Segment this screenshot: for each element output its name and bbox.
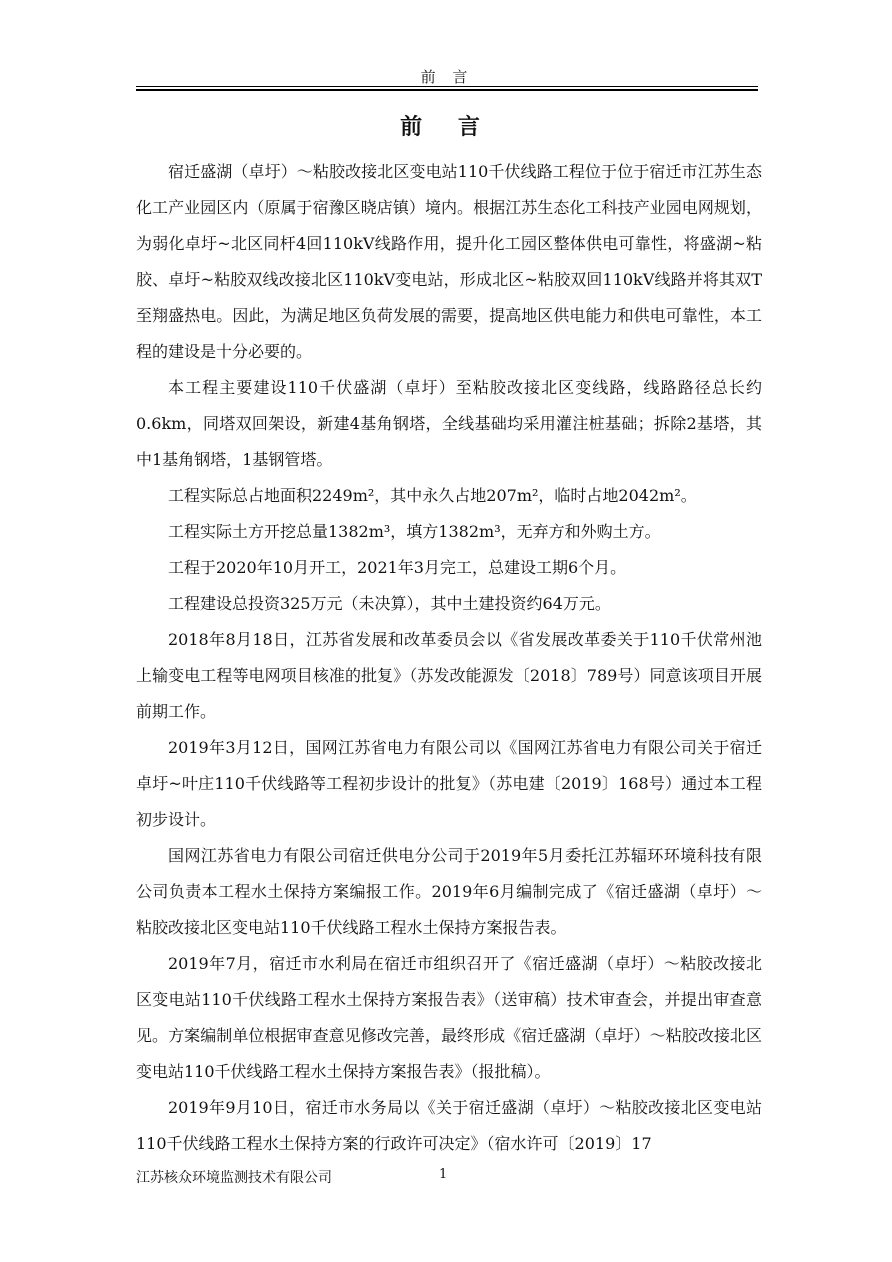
running-header: 前 言 (420, 68, 474, 86)
paragraph-investment: 工程建设总投资325万元（未决算），其中土建投资约64万元。 (168, 594, 611, 613)
paragraph-land-area: 工程实际总占地面积2249m²，其中永久占地207m²，临时占地2042m²。 (168, 486, 697, 505)
paragraph-intro: 宿迁盛湖（卓圩）～粘胶改接北区变电站110千伏线路工程位于位于宿迁市江苏生态化工产业园区内（原属于宿豫区晓店镇）境内。根据江苏生态化工科技产业园电网规划，为弱化卓圩~北区同杆4回110kV线路作用，提升化工园区整体供电可靠性，将盛湖~粘胶、卓圩~粘胶双线改接北区110kV变电站，形成北区~粘胶双回110kV线路并将其双T至翔盛热电。因此，为满足地区负荷发展的需要，提高地区供电能力和供电可靠性，本工程的建设是十分必要的。 (136, 162, 762, 361)
page-title: 前 言 (400, 114, 494, 140)
paragraph-commission: 国网江苏省电力有限公司宿迁供电分公司于2019年5月委托江苏辐环环境科技有限公司负责本工程水土保持方案编报工作。2019年6月编制完成了《宿迁盛湖（卓圩）～粘胶改接北区变电站110千伏线路工程水土保持方案报告表。 (136, 846, 762, 937)
paragraph-design-approval-2019: 2019年3月12日，国网江苏省电力有限公司以《国网江苏省电力有限公司关于宿迁卓圩~叶庄110千伏线路等工程初步设计的批复》（苏电建〔2019〕168号）通过本工程初步设计。 (136, 738, 762, 829)
footer-company: 江苏核众环境监测技术有限公司 (136, 1170, 332, 1186)
paragraph-approval-2018: 2018年8月18日，江苏省发展和改革委员会以《省发展改革委关于110千伏常州池上输变电工程等电网项目核准的批复》（苏发改能源发〔2018〕789号）同意该项目开展前期工作。 (136, 630, 762, 721)
header-rule (136, 86, 758, 87)
header-rule-thick (136, 89, 758, 91)
paragraph-schedule: 工程于2020年10月开工，2021年3月完工，总建设工期6个月。 (168, 558, 627, 577)
body-text (136, 154, 762, 1162)
paragraph-permit: 2019年9月10日，宿迁市水务局以《关于宿迁盛湖（卓圩）～粘胶改接北区变电站110千伏线路工程水土保持方案的行政许可决定》（宿水许可〔2019〕17 (136, 1098, 762, 1153)
page-number: 1 (439, 1167, 448, 1182)
paragraph-earthwork: 工程实际土方开挖总量1382m³，填方1382m³，无弃方和外购土方。 (168, 522, 661, 541)
paragraph-scope: 本工程主要建设110千伏盛湖（卓圩）至粘胶改接北区变线路，线路路径总长约0.6km，同塔双回架设，新建4基角钢塔，全线基础均采用灌注桩基础；拆除2基塔，其中1基角钢塔，1基钢管塔。 (136, 378, 762, 469)
paragraph-review: 2019年7月，宿迁市水利局在宿迁市组织召开了《宿迁盛湖（卓圩）～粘胶改接北区变电站110千伏线路工程水土保持方案报告表》（送审稿）技术审查会，并提出审查意见。方案编制单位根据审查意见修改完善，最终形成《宿迁盛湖（卓圩）～粘胶改接北区变电站110千伏线路工程水土保持方案报告表》（报批稿）。 (136, 954, 762, 1081)
